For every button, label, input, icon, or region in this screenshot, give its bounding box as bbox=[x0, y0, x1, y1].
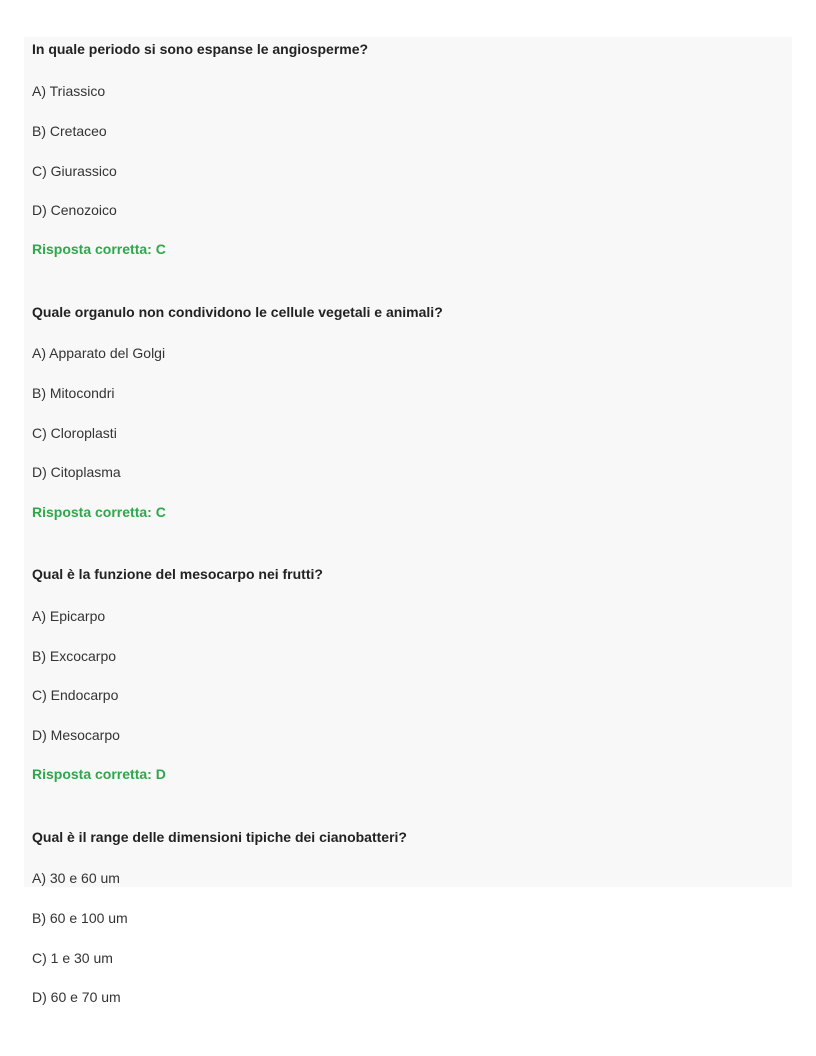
option-b: B) Excocarpo bbox=[32, 648, 117, 664]
option-b: B) 60 e 100 um bbox=[32, 910, 128, 926]
option-a: A) Epicarpo bbox=[32, 608, 106, 624]
correct-answer: Risposta corretta: C bbox=[32, 241, 166, 257]
option-c: C) Endocarpo bbox=[32, 687, 119, 703]
option-b: B) Cretaceo bbox=[32, 123, 107, 139]
option-c: C) 1 e 30 um bbox=[32, 950, 113, 966]
question-text: In quale periodo si sono espanse le angiosperme? bbox=[32, 41, 369, 57]
option-a: A) Apparato del Golgi bbox=[32, 345, 166, 361]
option-d: D) Cenozoico bbox=[32, 202, 117, 218]
option-d: D) Mesocarpo bbox=[32, 727, 120, 743]
question-text: Qual è la funzione del mesocarpo nei frutti? bbox=[32, 566, 323, 582]
option-d: D) Citoplasma bbox=[32, 464, 121, 480]
quiz-panel bbox=[24, 37, 792, 1005]
option-b: B) Mitocondri bbox=[32, 385, 115, 401]
correct-answer: Risposta corretta: C bbox=[32, 504, 166, 520]
option-c: C) Giurassico bbox=[32, 163, 117, 179]
option-a: A) 30 e 60 um bbox=[32, 870, 120, 886]
option-c: C) Cloroplasti bbox=[32, 425, 117, 441]
option-a: A) Triassico bbox=[32, 83, 106, 99]
correct-answer: Risposta corretta: D bbox=[32, 766, 166, 782]
question-text: Qual è il range delle dimensioni tipiche dei cianobatteri? bbox=[32, 829, 407, 845]
question-text: Quale organulo non condividono le cellule vegetali e animali? bbox=[32, 304, 443, 320]
option-d: D) 60 e 70 um bbox=[32, 989, 121, 1005]
